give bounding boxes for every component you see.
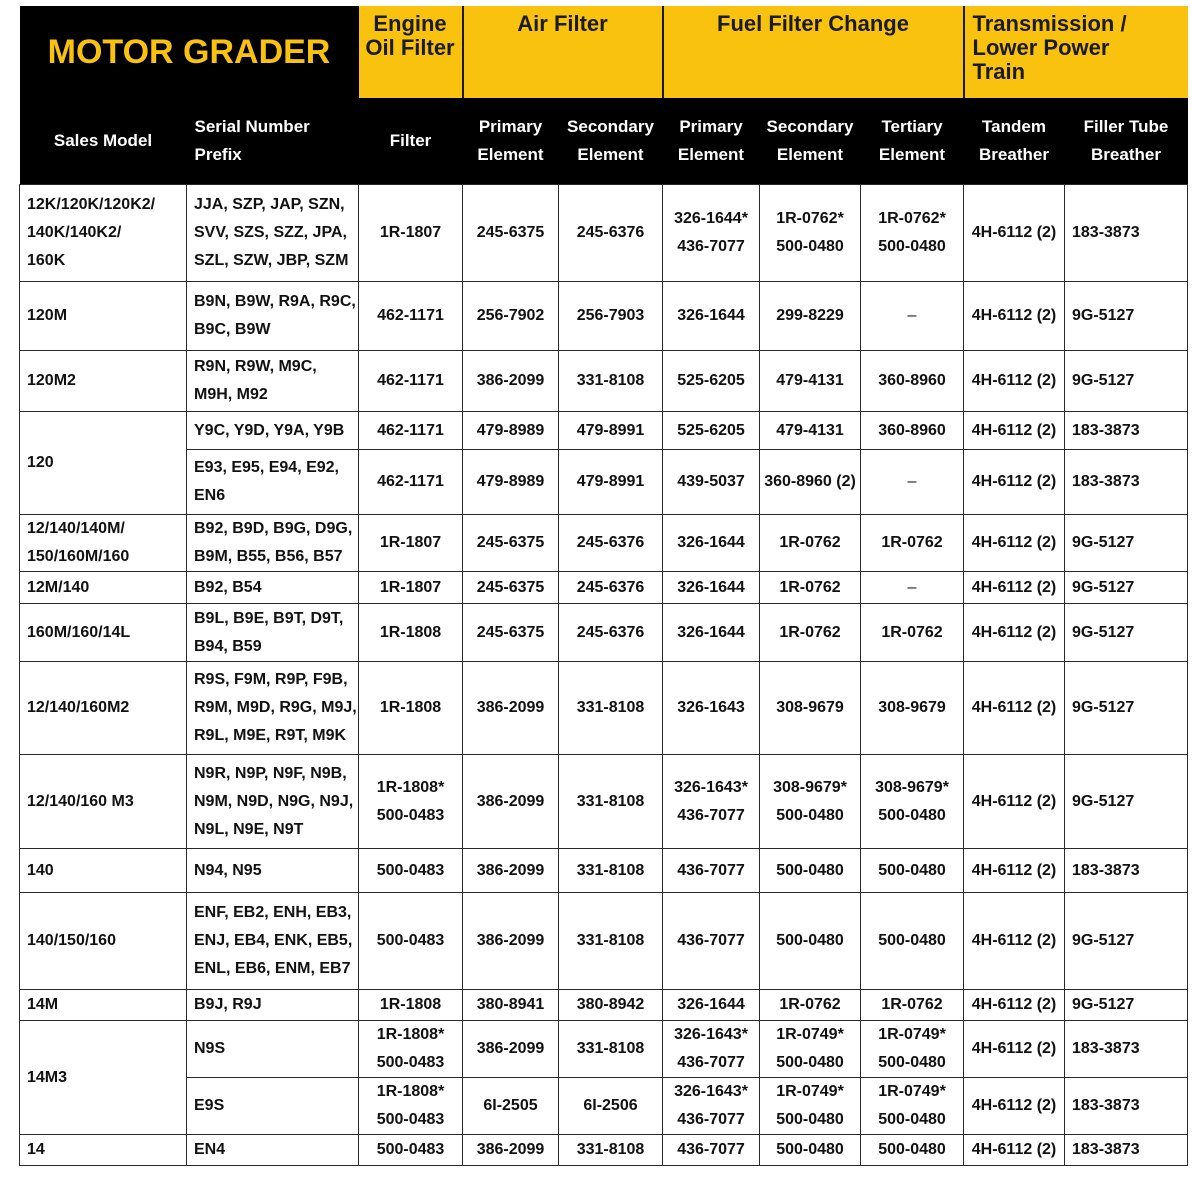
engine-oil-filter-cell: 500-0483 <box>359 893 463 990</box>
tandem-breather-cell: 4H-6112 (2) <box>964 185 1065 282</box>
fuel-tertiary-cell: 1R-0762 <box>861 990 964 1021</box>
table-row <box>20 450 1188 515</box>
fuel-tertiary-cell: – <box>861 450 964 515</box>
col-sales-model: Sales Model <box>20 98 187 185</box>
sales-model-cell: 14 <box>20 1135 187 1166</box>
col-filter: Filter <box>359 98 463 185</box>
col-fuel-secondary-element: Secondary Element <box>760 98 861 185</box>
tandem-breather-cell: 4H-6112 (2) <box>964 572 1065 604</box>
air-secondary-cell: 245-6376 <box>559 515 663 572</box>
serial-prefix-cell: JJA, SZP, JAP, SZN, SVV, SZS, SZZ, JPA, SZL, SZW, JBP, SZM <box>187 185 359 282</box>
col-filler-tube-breather: Filler Tube Breather <box>1065 98 1188 185</box>
fuel-tertiary-cell: 500-0480 <box>861 893 964 990</box>
fuel-tertiary-cell: 360-8960 <box>861 351 964 412</box>
group-air-filter: Air Filter <box>463 6 663 98</box>
serial-prefix-cell: R9N, R9W, M9C, M9H, M92 <box>187 351 359 412</box>
fuel-tertiary-cell: 308-9679 <box>861 662 964 755</box>
sales-model-cell: 120M2 <box>20 351 187 412</box>
air-secondary-cell: 479-8991 <box>559 450 663 515</box>
fuel-secondary-cell: 308-9679* 500-0480 <box>760 755 861 849</box>
fuel-primary-cell: 326-1644 <box>663 572 760 604</box>
filler-tube-breather-cell: 9G-5127 <box>1065 990 1188 1021</box>
air-secondary-cell: 331-8108 <box>559 351 663 412</box>
filler-tube-breather-cell: 9G-5127 <box>1065 282 1188 351</box>
air-primary-cell: 386-2099 <box>463 849 559 893</box>
fuel-secondary-cell: 500-0480 <box>760 893 861 990</box>
filler-tube-breather-cell: 183-3873 <box>1065 849 1188 893</box>
fuel-secondary-cell: 299-8229 <box>760 282 861 351</box>
filler-tube-breather-cell: 9G-5127 <box>1065 755 1188 849</box>
sales-model-cell: 140 <box>20 849 187 893</box>
tandem-breather-cell: 4H-6112 (2) <box>964 1021 1065 1078</box>
air-secondary-cell: 331-8108 <box>559 849 663 893</box>
tandem-breather-cell: 4H-6112 (2) <box>964 849 1065 893</box>
engine-oil-filter-cell: 1R-1808 <box>359 662 463 755</box>
serial-prefix-cell: E9S <box>187 1078 359 1135</box>
tandem-breather-cell: 4H-6112 (2) <box>964 450 1065 515</box>
sales-model-cell: 160M/160/14L <box>20 604 187 662</box>
filler-tube-breather-cell: 183-3873 <box>1065 450 1188 515</box>
column-header-row <box>20 98 1188 185</box>
table-row <box>20 1021 1188 1078</box>
fuel-secondary-cell: 1R-0762 <box>760 515 861 572</box>
sales-model-cell: 12M/140 <box>20 572 187 604</box>
fuel-primary-cell: 525-6205 <box>663 351 760 412</box>
air-secondary-cell: 256-7903 <box>559 282 663 351</box>
filler-tube-breather-cell: 183-3873 <box>1065 185 1188 282</box>
air-secondary-cell: 479-8991 <box>559 412 663 450</box>
tandem-breather-cell: 4H-6112 (2) <box>964 604 1065 662</box>
serial-prefix-cell: B92, B9D, B9G, D9G, B9M, B55, B56, B57 <box>187 515 359 572</box>
table-row <box>20 185 1188 282</box>
air-primary-cell: 386-2099 <box>463 893 559 990</box>
group-fuel-filter-change: Fuel Filter Change <box>663 6 964 98</box>
air-secondary-cell: 245-6376 <box>559 572 663 604</box>
fuel-primary-cell: 436-7077 <box>663 893 760 990</box>
fuel-primary-cell: 436-7077 <box>663 849 760 893</box>
fuel-tertiary-cell: 1R-0762 <box>861 604 964 662</box>
filler-tube-breather-cell: 183-3873 <box>1065 1078 1188 1135</box>
sales-model-cell: 12/140/160M2 <box>20 662 187 755</box>
table-row <box>20 1078 1188 1135</box>
sales-model-cell: 14M <box>20 990 187 1021</box>
filler-tube-breather-cell: 183-3873 <box>1065 1021 1188 1078</box>
air-secondary-cell: 245-6376 <box>559 185 663 282</box>
fuel-primary-cell: 326-1644 <box>663 604 760 662</box>
serial-prefix-cell: EN4 <box>187 1135 359 1166</box>
filler-tube-breather-cell: 9G-5127 <box>1065 351 1188 412</box>
tandem-breather-cell: 4H-6112 (2) <box>964 755 1065 849</box>
engine-oil-filter-cell: 500-0483 <box>359 849 463 893</box>
fuel-primary-cell: 326-1643* 436-7077 <box>663 1021 760 1078</box>
table-row <box>20 282 1188 351</box>
fuel-secondary-cell: 479-4131 <box>760 351 861 412</box>
engine-oil-filter-cell: 1R-1808* 500-0483 <box>359 1078 463 1135</box>
air-primary-cell: 386-2099 <box>463 1135 559 1166</box>
fuel-tertiary-cell: 360-8960 <box>861 412 964 450</box>
table-body <box>20 185 1188 1166</box>
fuel-secondary-cell: 500-0480 <box>760 1135 861 1166</box>
table-row <box>20 662 1188 755</box>
fuel-primary-cell: 326-1644 <box>663 990 760 1021</box>
table-row <box>20 755 1188 849</box>
fuel-tertiary-cell: – <box>861 572 964 604</box>
fuel-secondary-cell: 479-4131 <box>760 412 861 450</box>
tandem-breather-cell: 4H-6112 (2) <box>964 282 1065 351</box>
air-primary-cell: 6I-2505 <box>463 1078 559 1135</box>
air-secondary-cell: 245-6376 <box>559 604 663 662</box>
fuel-secondary-cell: 1R-0762 <box>760 572 861 604</box>
serial-prefix-cell: B9N, B9W, R9A, R9C, B9C, B9W <box>187 282 359 351</box>
air-secondary-cell: 331-8108 <box>559 662 663 755</box>
fuel-primary-cell: 525-6205 <box>663 412 760 450</box>
air-secondary-cell: 331-8108 <box>559 755 663 849</box>
tandem-breather-cell: 4H-6112 (2) <box>964 990 1065 1021</box>
fuel-tertiary-cell: – <box>861 282 964 351</box>
sales-model-cell: 12/140/160 M3 <box>20 755 187 849</box>
air-primary-cell: 479-8989 <box>463 450 559 515</box>
engine-oil-filter-cell: 1R-1808* 500-0483 <box>359 755 463 849</box>
table-row <box>20 990 1188 1021</box>
tandem-breather-cell: 4H-6112 (2) <box>964 515 1065 572</box>
fuel-tertiary-cell: 1R-0762* 500-0480 <box>861 185 964 282</box>
air-primary-cell: 380-8941 <box>463 990 559 1021</box>
fuel-secondary-cell: 308-9679 <box>760 662 861 755</box>
tandem-breather-cell: 4H-6112 (2) <box>964 893 1065 990</box>
air-primary-cell: 386-2099 <box>463 351 559 412</box>
serial-prefix-cell: Y9C, Y9D, Y9A, Y9B <box>187 412 359 450</box>
col-air-primary-element: Primary Element <box>463 98 559 185</box>
filler-tube-breather-cell: 9G-5127 <box>1065 662 1188 755</box>
air-primary-cell: 386-2099 <box>463 755 559 849</box>
engine-oil-filter-cell: 462-1171 <box>359 412 463 450</box>
fuel-primary-cell: 326-1644 <box>663 282 760 351</box>
air-secondary-cell: 380-8942 <box>559 990 663 1021</box>
serial-prefix-cell: B92, B54 <box>187 572 359 604</box>
fuel-primary-cell: 326-1643* 436-7077 <box>663 1078 760 1135</box>
sales-model-cell: 120 <box>20 412 187 515</box>
air-primary-cell: 245-6375 <box>463 515 559 572</box>
engine-oil-filter-cell: 1R-1807 <box>359 515 463 572</box>
fuel-secondary-cell: 500-0480 <box>760 849 861 893</box>
fuel-primary-cell: 439-5037 <box>663 450 760 515</box>
fuel-primary-cell: 326-1643 <box>663 662 760 755</box>
engine-oil-filter-cell: 1R-1808* 500-0483 <box>359 1021 463 1078</box>
group-header-row <box>20 6 1188 98</box>
engine-oil-filter-cell: 462-1171 <box>359 450 463 515</box>
table-row <box>20 604 1188 662</box>
table-row <box>20 351 1188 412</box>
serial-prefix-cell: N9S <box>187 1021 359 1078</box>
group-transmission: Transmission / Lower Power Train <box>964 6 1188 98</box>
table-row <box>20 412 1188 450</box>
air-primary-cell: 479-8989 <box>463 412 559 450</box>
tandem-breather-cell: 4H-6112 (2) <box>964 1078 1065 1135</box>
table-row <box>20 1135 1188 1166</box>
engine-oil-filter-cell: 462-1171 <box>359 351 463 412</box>
fuel-secondary-cell: 1R-0762 <box>760 604 861 662</box>
filler-tube-breather-cell: 9G-5127 <box>1065 893 1188 990</box>
table-row <box>20 515 1188 572</box>
table-row <box>20 893 1188 990</box>
sales-model-cell: 14M3 <box>20 1021 187 1135</box>
col-serial-number-prefix: Serial Number Prefix <box>187 98 359 185</box>
fuel-secondary-cell: 1R-0749* 500-0480 <box>760 1021 861 1078</box>
sales-model-cell: 12K/120K/120K2/ 140K/140K2/ 160K <box>20 185 187 282</box>
col-fuel-tertiary-element: Tertiary Element <box>861 98 964 185</box>
fuel-primary-cell: 326-1644 <box>663 515 760 572</box>
fuel-primary-cell: 436-7077 <box>663 1135 760 1166</box>
serial-prefix-cell: B9J, R9J <box>187 990 359 1021</box>
fuel-tertiary-cell: 308-9679* 500-0480 <box>861 755 964 849</box>
filler-tube-breather-cell: 183-3873 <box>1065 1135 1188 1166</box>
filler-tube-breather-cell: 9G-5127 <box>1065 572 1188 604</box>
table-row <box>20 572 1188 604</box>
filler-tube-breather-cell: 183-3873 <box>1065 412 1188 450</box>
filler-tube-breather-cell: 9G-5127 <box>1065 515 1188 572</box>
engine-oil-filter-cell: 1R-1808 <box>359 604 463 662</box>
fuel-secondary-cell: 1R-0762* 500-0480 <box>760 185 861 282</box>
filler-tube-breather-cell: 9G-5127 <box>1065 604 1188 662</box>
fuel-secondary-cell: 1R-0749* 500-0480 <box>760 1078 861 1135</box>
sales-model-cell: 120M <box>20 282 187 351</box>
air-primary-cell: 386-2099 <box>463 662 559 755</box>
air-primary-cell: 245-6375 <box>463 604 559 662</box>
fuel-primary-cell: 326-1644* 436-7077 <box>663 185 760 282</box>
sales-model-cell: 140/150/160 <box>20 893 187 990</box>
fuel-tertiary-cell: 1R-0762 <box>861 515 964 572</box>
air-primary-cell: 386-2099 <box>463 1021 559 1078</box>
engine-oil-filter-cell: 462-1171 <box>359 282 463 351</box>
fuel-tertiary-cell: 500-0480 <box>861 1135 964 1166</box>
col-tandem-breather: Tandem Breather <box>964 98 1065 185</box>
fuel-secondary-cell: 360-8960 (2) <box>760 450 861 515</box>
serial-prefix-cell: B9L, B9E, B9T, D9T, B94, B59 <box>187 604 359 662</box>
table-row <box>20 849 1188 893</box>
air-primary-cell: 245-6375 <box>463 185 559 282</box>
fuel-tertiary-cell: 1R-0749* 500-0480 <box>861 1078 964 1135</box>
fuel-primary-cell: 326-1643* 436-7077 <box>663 755 760 849</box>
serial-prefix-cell: E93, E95, E94, E92, EN6 <box>187 450 359 515</box>
engine-oil-filter-cell: 1R-1807 <box>359 572 463 604</box>
serial-prefix-cell: ENF, EB2, ENH, EB3, ENJ, EB4, ENK, EB5, ENL, EB6, ENM, EB7 <box>187 893 359 990</box>
air-secondary-cell: 331-8108 <box>559 893 663 990</box>
motor-grader-filter-table <box>19 6 1187 1166</box>
engine-oil-filter-cell: 500-0483 <box>359 1135 463 1166</box>
tandem-breather-cell: 4H-6112 (2) <box>964 351 1065 412</box>
air-secondary-cell: 6I-2506 <box>559 1078 663 1135</box>
sales-model-cell: 12/140/140M/ 150/160M/160 <box>20 515 187 572</box>
engine-oil-filter-cell: 1R-1808 <box>359 990 463 1021</box>
filter-table <box>19 6 1188 1166</box>
engine-oil-filter-cell: 1R-1807 <box>359 185 463 282</box>
serial-prefix-cell: R9S, F9M, R9P, F9B, R9M, M9D, R9G, M9J, R9L, M9E, R9T, M9K <box>187 662 359 755</box>
air-primary-cell: 256-7902 <box>463 282 559 351</box>
table-title: MOTOR GRADER <box>20 6 359 98</box>
fuel-tertiary-cell: 1R-0749* 500-0480 <box>861 1021 964 1078</box>
tandem-breather-cell: 4H-6112 (2) <box>964 662 1065 755</box>
air-primary-cell: 245-6375 <box>463 572 559 604</box>
col-fuel-primary-element: Primary Element <box>663 98 760 185</box>
air-secondary-cell: 331-8108 <box>559 1135 663 1166</box>
serial-prefix-cell: N94, N95 <box>187 849 359 893</box>
air-secondary-cell: 331-8108 <box>559 1021 663 1078</box>
fuel-secondary-cell: 1R-0762 <box>760 990 861 1021</box>
serial-prefix-cell: N9R, N9P, N9F, N9B, N9M, N9D, N9G, N9J, N9L, N9E, N9T <box>187 755 359 849</box>
fuel-tertiary-cell: 500-0480 <box>861 849 964 893</box>
tandem-breather-cell: 4H-6112 (2) <box>964 1135 1065 1166</box>
col-air-secondary-element: Secondary Element <box>559 98 663 185</box>
group-engine-oil-filter: Engine Oil Filter <box>359 6 463 98</box>
tandem-breather-cell: 4H-6112 (2) <box>964 412 1065 450</box>
